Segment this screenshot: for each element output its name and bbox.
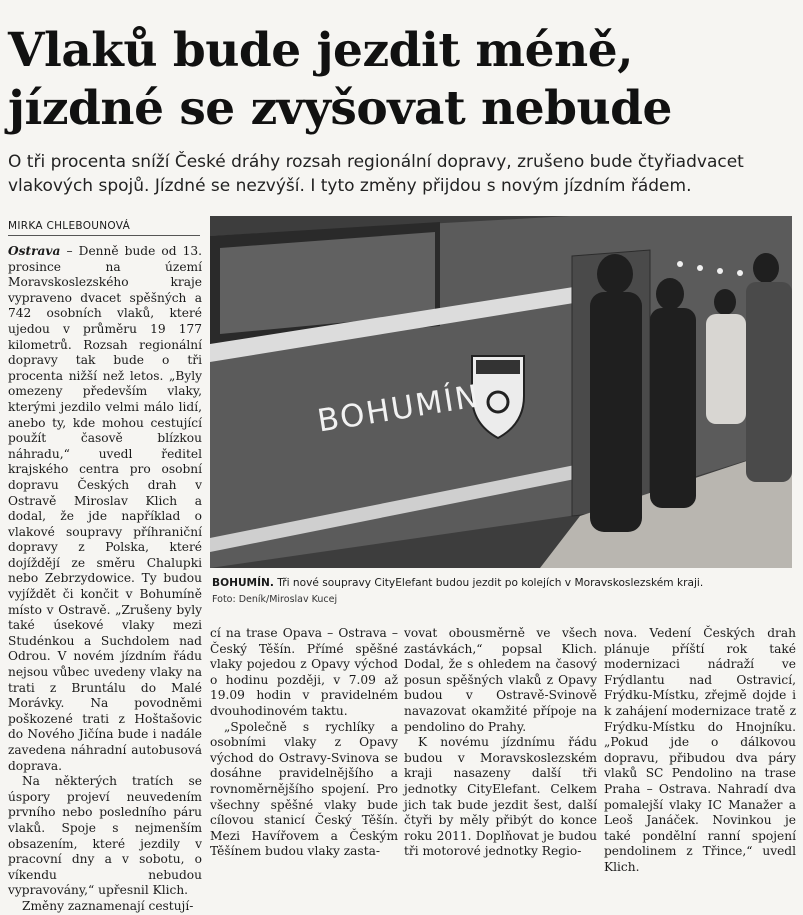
article-paragraph: „Společně s rychlíky a osobními vlaky z Opavy východ do Ostravy-Svinova se dosáhne pravidelnějšího a rovnoměrnějšího spojení. Pro všechny spěšné vlaky bude cílovou stanicí Český Těšín. Mezi Havířovem a Českým Těšínem budou vlaky zasta- [210,719,398,859]
byline: MIRKA CHLEBOUNOVÁ [8,220,131,232]
article-column-3 [404,626,597,858]
article-column-1 [8,244,202,913]
article-paragraph [8,244,202,774]
caption-text: Tři nové soupravy CityElefant budou jezdit po kolejích v Moravskoslezském kraji. [273,577,704,589]
paragraph-text: – Denně bude od 13. prosince na území Moravskoslezského kraje vypraveno dvacet spěšných a 742 osobních vlaků, které ujedou v průměru 19 177 kilometrů. Rozsah regionální dopravy tak bude o tři procenta nižší než letos. „Byly omezeny především vlaky, kterými jezdilo velmi málo lidí, anebo ty, kde mohou cestující použít časově blízkou náhradu,“ uvedl ředitel krajského centra pro osobní dopravu Českých drah v Ostravě Miroslav Klich a dodal, že jde například o vlakové soupravy příhraniční dopravy z Polska, které dojíždějí ze směru Chalupki nebo Zebrzydowice. Ty budou vyjíždět či končit v Bohumíně místo v Ostravě. „Zrušeny byly také úsekové vlaky mezi Studénkou a Suchdolem nad Odrou. V novém jízdním řádu nejsou vůbec uvedeny vlaky na trati z Bruntálu do Malé Morávky. Na povodněmi poškozené trati z Hoštašovic do Nového Jičína bude i nadále zavedena náhradní autobusová doprava. [8,244,202,773]
photo-caption [212,576,798,590]
train-photo-illustration [210,216,792,568]
article-column-4 [604,626,796,874]
article-paragraph: K novému jízdnímu řádu budou v Moravskoslezském kraji nasazeny další tři jednotky CityElefant. Celkem jich tak bude jezdit šest, další čtyři by měly přibýt do konce roku 2011. Doplňovat je budou tři motorové jednotky Regio- [404,735,597,859]
article-paragraph: vovat obousměrně ve všech zastávkách,“ popsal Klich. Dodal, že s ohledem na časový posun spěšných vlaků z Opavy budou v Ostravě-Svinově navazovat okamžité přípoje na pendolino do Prahy. [404,626,597,734]
headline [8,22,798,138]
article-paragraph: nova. Vedení Českých drah plánuje příští rok také modernizaci nádraží ve Frýdlantu nad Ostravicí, Frýdku-Místku, zřejmě dojde i k zahájení modernizace tratě z Frýdku-Místku do Hnojníku. „Pokud jde o dálkovou dopravu, přibudou dva páry vlaků SC Pendolino na trase Praha – Ostrava. Nahradí dva pomalejší vlaky IC Manažer a Leoš Janáček. Novinkou je také pondělní ranní spojení pendolinem z Třince,“ uvedl Klich. [604,626,796,874]
article-paragraph: Na některých tratích se úspory projeví neuvedením prvního nebo posledního páru vlaků. Spoje s nejmenším obsazením, které jezdily v pracovní dny a v sobotu, o víkendu nebudou vypravovány,“ upřesnil Klich. [8,774,202,898]
article-paragraph: cí na trase Opava – Ostrava – Český Těšín. Přímé spěšné vlaky pojedou z Opavy východ o hodinu později, v 7.09 až 19.09 hodin v pravidelném dvouhodinovém taktu. [210,626,398,718]
dateline: Ostrava [8,244,61,258]
train-name-label: BOHUMÍN [315,378,483,440]
lead-paragraph: O tři procenta sníží České dráhy rozsah regionální dopravy, zrušeno bude čtyřiadvacet vlakových spojů. Jízdné se nezvýší. I tyto změny přijdou s novým jízdním řádem. [8,152,744,196]
headline-line-2: jízdné se zvyšovat nebude [8,81,672,136]
article-column-2 [210,626,398,858]
train-photo [210,216,792,568]
article-paragraph: Změny zaznamenají cestují- [22,898,194,913]
byline-rule [8,235,200,236]
photo-credit: Foto: Deník/Miroslav Kucej [212,594,338,605]
headline-line-1: Vlaků bude jezdit méně, [8,23,633,78]
caption-bold: BOHUMÍN. [212,577,274,589]
